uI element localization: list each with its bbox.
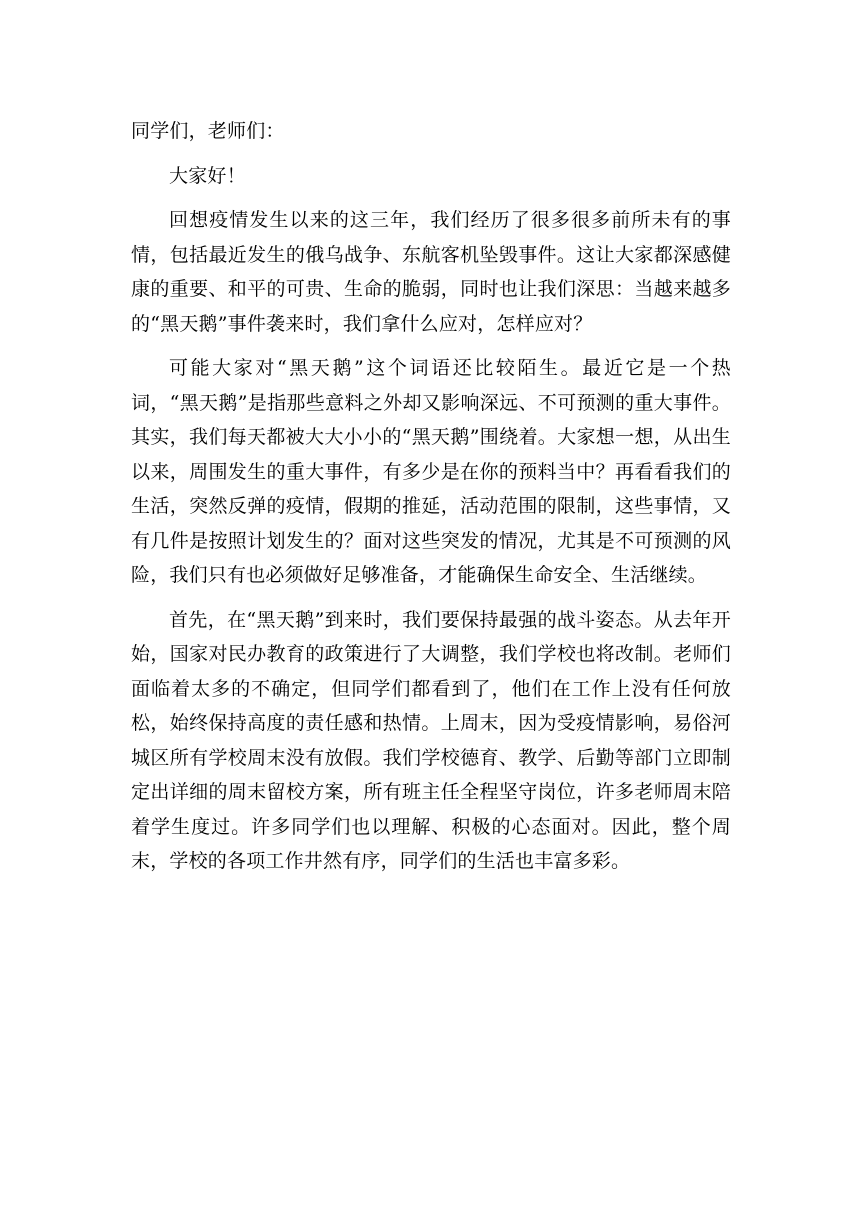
paragraph-reflection: 回想疫情发生以来的这三年，我们经历了很多很多前所未有的事情，包括最近发生的俄乌战争、东航客机坠毁事件。这让大家都深感健康的重要、和平的可贵、生命的脆弱，同时也让我们深思：当越来越多的“黑天鹅”事件袭来时，我们拿什么应对，怎样应对？ [131,209,731,335]
document-body [131,114,731,889]
salutation: 同学们，老师们： [131,120,285,142]
paragraph-first-point: 首先，在“黑天鹅”到来时，我们要保持最强的战斗姿态。从去年开始，国家对民办教育的政策进行了大调整，我们学校也将改制。老师们面临着太多的不确定，但同学们都看到了，他们在工作上没有任何放松，始终保持高度的责任感和热情。上周末，因为受疫情影响，易俗河城区所有学校周末没有放假。我们学校德育、教学、后勤等部门立即制定出详细的周末留校方案，所有班主任全程坚守岗位，许多老师周末陪着学生度过。许多同学们也以理解、积极的心态面对。因此，整个周末，学校的各项工作井然有序，同学们的生活也丰富多彩。 [131,608,731,872]
paragraph-greeting: 大家好！ [169,164,246,187]
paragraph-black-swan: 可能大家对“黑天鹅”这个词语还比较陌生。最近它是一个热词，“黑天鹅”是指那些意料之外却又影响深远、不可预测的重大事件。其实，我们每天都被大大小小的“黑天鹅”围绕着。大家想一想，从出生以来，周围发生的重大事件，有多少是在你的预料当中？再看看我们的生活，突然反弹的疫情，假期的推延，活动范围的限制，这些事情，又有几件是按照计划发生的？面对这些突发的情况，尤其是不可预测的风险，我们只有也必须做好足够准备，才能确保生命安全、生活继续。 [131,357,731,586]
